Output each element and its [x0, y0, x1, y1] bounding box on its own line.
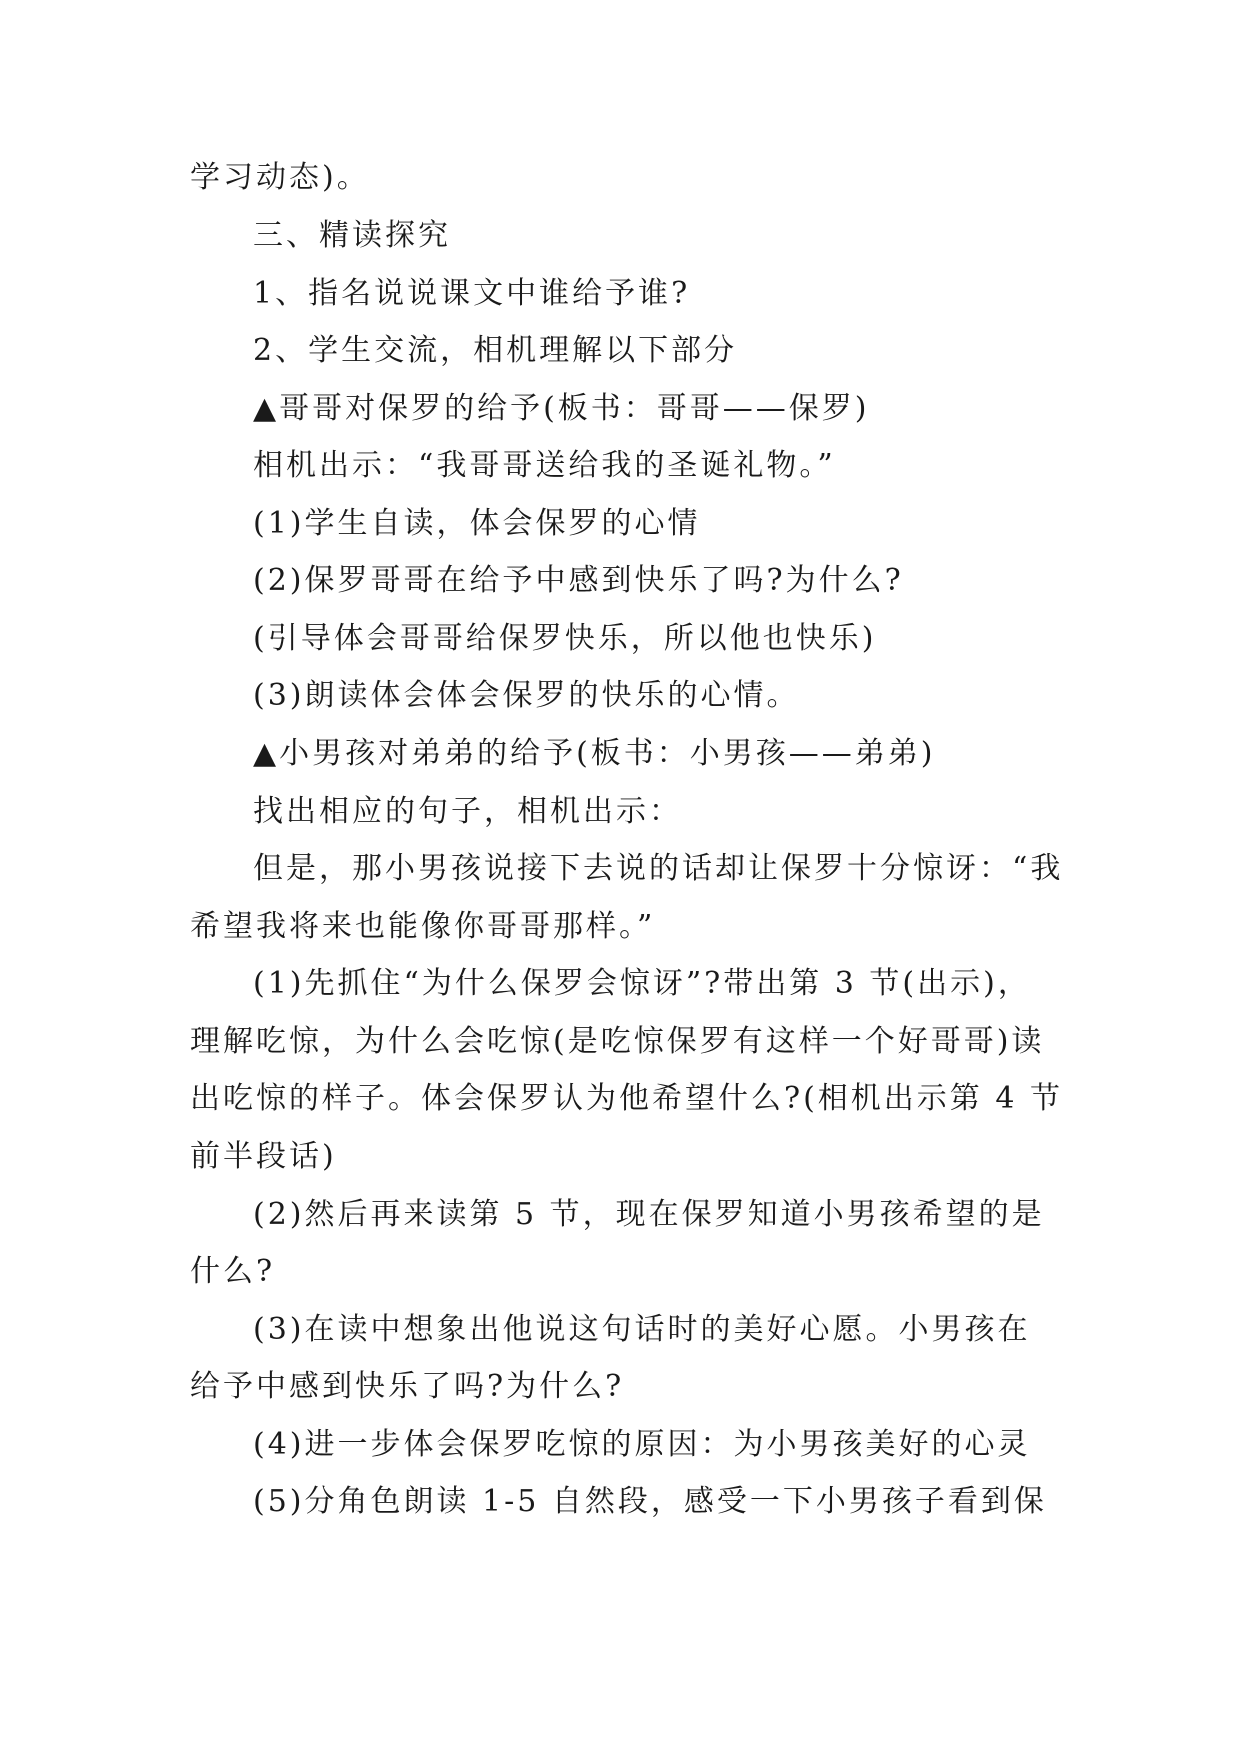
text-line: 出吃惊的样子。体会保罗认为他希望什么?(相机出示第 4 节: [190, 1081, 1063, 1116]
text-line: (2)然后再来读第 5 节，现在保罗知道小男孩希望的是: [253, 1197, 1045, 1232]
text-line: 2、学生交流，相机理解以下部分: [253, 333, 738, 368]
text-line: 相机出示：“我哥哥送给我的圣诞礼物。”: [253, 448, 836, 483]
section-heading: 三、精读探究: [253, 218, 451, 253]
text-line: (2)保罗哥哥在给予中感到快乐了吗?为什么?: [253, 563, 904, 598]
text-line: 但是，那小男孩说接下去说的话却让保罗十分惊讶：“我: [253, 851, 1064, 886]
text-line: 找出相应的句子，相机出示：: [253, 794, 682, 829]
text-line: (4)进一步体会保罗吃惊的原因：为小男孩美好的心灵: [253, 1427, 1031, 1462]
text-line: 理解吃惊，为什么会吃惊(是吃惊保罗有这样一个好哥哥)读: [190, 1024, 1045, 1059]
text-line: 希望我将来也能像你哥哥那样。”: [190, 909, 656, 944]
text-line: (3)朗读体会体会保罗的快乐的心情。: [253, 678, 800, 713]
text-line: (1)先抓住“为什么保罗会惊讶”?带出第 3 节(出示)，: [253, 966, 1031, 1001]
text-line: (3)在读中想象出他说这句话时的美好心愿。小男孩在: [253, 1312, 1031, 1347]
text-line: (引导体会哥哥给保罗快乐，所以他也快乐): [253, 621, 877, 656]
subheading-line: ▲小男孩对弟弟的给予(板书：小男孩——弟弟): [253, 736, 936, 771]
text-line: 给予中感到快乐了吗?为什么?: [190, 1369, 625, 1404]
text-line: 1、指名说说课文中谁给予谁?: [253, 276, 691, 311]
text-line: (1)学生自读，体会保罗的心情: [253, 506, 701, 541]
subheading-line: ▲哥哥对保罗的给予(板书：哥哥——保罗): [253, 391, 870, 426]
text-line: (5)分角色朗读 1-5 自然段，感受一下小男孩子看到保: [253, 1484, 1047, 1519]
text-line: 前半段话): [190, 1139, 337, 1174]
text-line: 学习动态)。: [190, 160, 370, 195]
text-line: 什么?: [190, 1254, 276, 1289]
